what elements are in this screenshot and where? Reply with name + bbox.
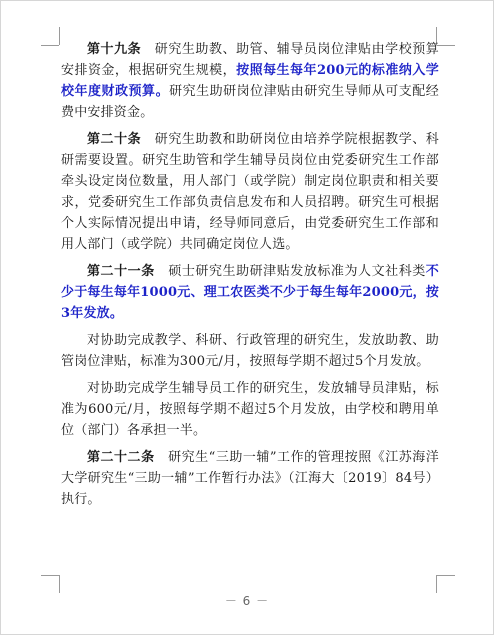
crop-mark-bottom-left-v xyxy=(59,575,60,593)
crop-mark-top-left-v xyxy=(59,27,60,45)
assistant-allowance-paragraph xyxy=(61,330,439,372)
article-20-text: 研究生助教和助研岗位由培养学院根据教学、科研需要设置。研究生助管和学生辅导员岗位由党委研究生工作部牵头设定岗位数量，用人部门（或学院）制定岗位职责和相关要求，党委研究生工作部负责信息发布和人员招聘。研究生可根据个人实际情况提出申请，经导师同意后，由党委研究生工作部和用人部门（或学院）共同确定岗位人选。 xyxy=(61,132,440,252)
crop-mark-top-right-h xyxy=(437,45,455,46)
article-19-heading: 第十九条 xyxy=(87,42,142,57)
article-21-heading: 第二十一条 xyxy=(87,264,155,279)
crop-mark-bottom-right-v xyxy=(436,575,437,593)
article-19-paragraph xyxy=(61,39,439,123)
crop-mark-bottom-right-h xyxy=(437,575,455,576)
page-number: － 6 － xyxy=(224,594,270,608)
article-19-text-tail: 研究生助研岗位津贴由研究生导师从可支配经费中安排资金。 xyxy=(61,84,439,120)
article-21-highlight: 不少于每生每年1000元、理工农医类不少于每生每年2000元，按3年发放。 xyxy=(61,264,439,321)
article-21-paragraph xyxy=(61,261,439,324)
article-20-paragraph xyxy=(61,129,439,255)
article-22-heading: 第二十二条 xyxy=(87,450,155,465)
document-body xyxy=(61,39,439,516)
article-22-text: 研究生“三助一辅”工作的管理按照《江苏海洋大学研究生“三助一辅”工作暂行办法》（江海大〔2019〕84号）执行。 xyxy=(61,450,439,507)
article-19-highlight: 按照每生每年200元的标准纳入学校年度财政预算。 xyxy=(61,63,439,99)
article-20-heading: 第二十条 xyxy=(87,132,142,147)
counselor-allowance-text: 对协助完成学生辅导员工作的研究生，发放辅导员津贴，标准为600元/月，按照每学期不超过5个月发放，由学校和聘用单位（部门）各承担一半。 xyxy=(61,381,439,438)
crop-mark-bottom-left-h xyxy=(41,575,59,576)
article-22-paragraph xyxy=(61,447,439,510)
crop-mark-top-left-h xyxy=(41,45,59,46)
assistant-allowance-text: 对协助完成教学、科研、行政管理的研究生，发放助教、助管岗位津贴，标准为300元/月，按照每学期不超过5个月发放。 xyxy=(61,333,439,369)
article-21-text: 硕士研究生助研津贴发放标准为人文社科类 xyxy=(168,264,426,279)
article-19-text: 研究生助教、助管、辅导员岗位津贴由学校预算安排资金，根据研究生规模， xyxy=(61,42,440,78)
counselor-allowance-paragraph xyxy=(61,378,439,441)
